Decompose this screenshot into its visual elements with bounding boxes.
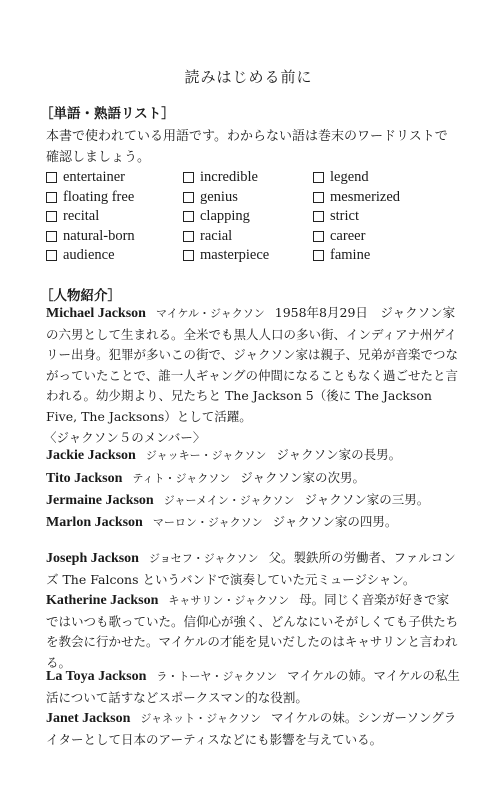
checkbox[interactable] xyxy=(46,172,57,183)
vocab-row xyxy=(46,246,466,266)
vocab-item[interactable]: incredible xyxy=(183,169,313,186)
person-kana: ジャッキー・ジャクソン xyxy=(145,449,267,462)
checkbox[interactable] xyxy=(46,211,57,222)
vocab-item[interactable]: genius xyxy=(183,189,313,206)
person-kana: ジョセフ・ジャクソン xyxy=(148,552,259,565)
person-name: Jermaine Jackson xyxy=(46,493,154,508)
checkbox[interactable] xyxy=(183,231,194,242)
vocab-item[interactable]: strict xyxy=(313,208,463,225)
person-kana: マイケル・ジャクソン xyxy=(155,307,265,320)
member-entry xyxy=(46,512,466,533)
person-name: Michael Jackson xyxy=(46,306,146,321)
checkbox[interactable] xyxy=(313,192,324,203)
person-name: Joseph Jackson xyxy=(46,551,139,566)
checkbox[interactable] xyxy=(313,231,324,242)
person-desc: ジャクソン家の長男。 xyxy=(276,447,402,462)
person-desc: マイケルの妹。シンガーソングライターとして日本のアーティスなどにも影響を与えている。 xyxy=(46,710,457,747)
vocab-item[interactable]: famine xyxy=(313,247,463,264)
person-kana: ジャネット・ジャクソン xyxy=(140,712,261,725)
person-desc: ジャクソン家の三男。 xyxy=(304,492,430,507)
checkbox[interactable] xyxy=(313,211,324,222)
vocab-item[interactable]: mesmerized xyxy=(313,189,463,206)
person-entry-joseph xyxy=(46,548,461,590)
vocab-row xyxy=(46,227,466,247)
person-entry-janet xyxy=(46,708,461,750)
person-desc: 父。製鉄所の労働者、ファルコンズ The Falcons というバンドで演奏していた元ミュージシャン。 xyxy=(46,550,456,587)
person-desc: 1958年8月29日 ジャクソン家の六男として生まれる。全米でも黒人人口の多い街、インディアナ州ゲイリー出身。犯罪が多いこの街で、ジャクソン家は親子、兄弟が音楽でつながっていたことで、誰一人ギャングの仲間になることもなく過ごせたと言われる。幼少期より、兄たちと The Jackson 5（後に The Jackson Five, The Jacksons）として活躍。 xyxy=(46,305,459,424)
person-name: Tito Jackson xyxy=(46,471,123,486)
members-heading: 〈ジャクソン５のメンバー〉 xyxy=(44,430,206,445)
vocab-row xyxy=(46,168,466,188)
person-name: Janet Jackson xyxy=(46,711,131,726)
vocab-row xyxy=(46,207,466,227)
person-name: Jackie Jackson xyxy=(46,448,136,463)
member-entry xyxy=(46,445,466,466)
person-name: Katherine Jackson xyxy=(46,593,159,608)
person-entry-katherine xyxy=(46,590,461,673)
vocab-item[interactable]: entertainer xyxy=(46,169,183,186)
person-entry-michael xyxy=(46,303,461,427)
checkbox[interactable] xyxy=(183,211,194,222)
vocab-item[interactable]: career xyxy=(313,228,463,245)
checkbox[interactable] xyxy=(46,192,57,203)
person-desc: ジャクソン家の次男。 xyxy=(240,470,366,485)
vocab-item[interactable]: racial xyxy=(183,228,313,245)
vocab-item[interactable]: legend xyxy=(313,169,463,186)
person-desc: 母。同じく音楽が好きで家ではいつも歌っていた。信仰心が強く、どんなにいそがしくても子供たちを教会に行かせた。マイケルの才能を見いだしたのはキャサリンと言われる。 xyxy=(46,592,459,670)
vocab-heading: ［単語・熟語リスト］ xyxy=(40,106,175,122)
person-kana: キャサリン・ジャクソン xyxy=(168,594,290,607)
people-heading: ［人物紹介］ xyxy=(40,288,121,304)
page-title: 読みはじめる前に xyxy=(184,68,313,86)
checkbox[interactable] xyxy=(46,231,57,242)
vocab-item[interactable]: masterpiece xyxy=(183,247,313,264)
person-kana: ラ・トーヤ・ジャクソン xyxy=(156,670,278,683)
checkbox[interactable] xyxy=(183,192,194,203)
person-kana: ジャーメイン・ジャクソン xyxy=(163,494,295,507)
member-entry xyxy=(46,490,466,511)
member-entry xyxy=(46,468,466,489)
checkbox[interactable] xyxy=(313,172,324,183)
person-kana: ティト・ジャクソン xyxy=(132,472,231,485)
person-desc: マイケルの姉。マイケルの私生活について話すなどスポークスマン的な役割。 xyxy=(46,668,460,705)
person-kana: マーロン・ジャクソン xyxy=(152,516,263,529)
vocab-item[interactable]: floating free xyxy=(46,189,183,206)
checkbox[interactable] xyxy=(183,250,194,261)
person-desc: ジャクソン家の四男。 xyxy=(272,514,398,529)
checkbox[interactable] xyxy=(313,250,324,261)
vocab-item[interactable]: audience xyxy=(46,247,183,264)
checkbox[interactable] xyxy=(183,172,194,183)
vocab-item[interactable]: recital xyxy=(46,208,183,225)
vocab-intro: 本書で使われている用語です。わからない語は巻末のワードリストで確認しましょう。 xyxy=(46,129,448,165)
vocab-row xyxy=(46,188,466,208)
checkbox[interactable] xyxy=(46,250,57,261)
person-name: La Toya Jackson xyxy=(46,669,147,684)
vocab-list xyxy=(46,168,466,266)
vocab-item[interactable]: clapping xyxy=(183,208,313,225)
person-entry-latoya xyxy=(46,666,461,708)
vocab-item[interactable]: natural-born xyxy=(46,228,183,245)
person-name: Marlon Jackson xyxy=(46,515,143,530)
